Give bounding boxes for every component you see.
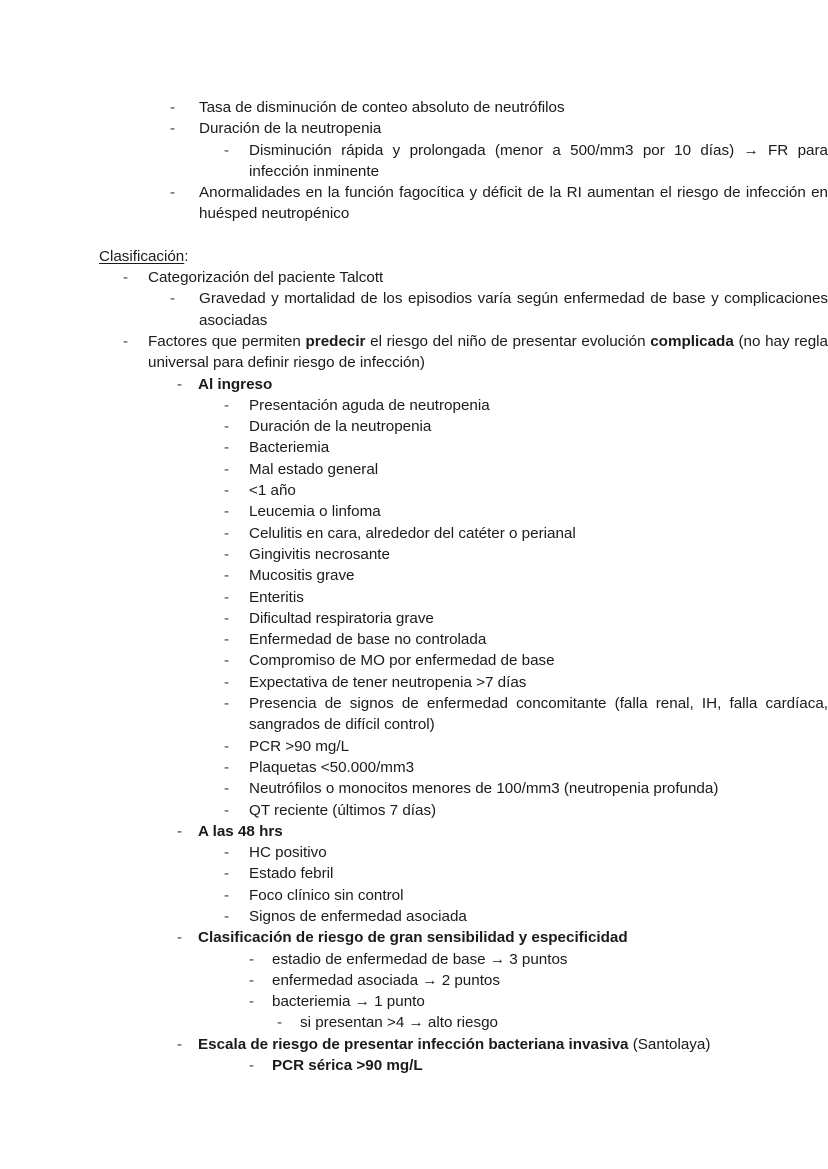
list-item-label: Gingivitis necrosante xyxy=(249,545,390,563)
emphasis-text: Escala de riesgo de presentar infección bacteriana invasiva xyxy=(198,1035,629,1053)
group-a-las-48-hrs xyxy=(0,821,828,927)
dash-bullet-icon: - xyxy=(177,375,183,393)
list-item xyxy=(0,949,828,970)
list-item-label: Categorización del paciente Talcott xyxy=(148,269,384,287)
list-item-label: PCR sérica >90 mg/L xyxy=(272,1057,423,1075)
dash-bullet-icon: - xyxy=(224,567,230,585)
list-item-label: Duración de la neutropenia xyxy=(199,120,382,138)
list-item-label: Presencia de signos de enfermedad concomitante (falla renal, IH, falla cardíaca, sangrados de difícil control) xyxy=(249,695,828,734)
dash-bullet-icon: - xyxy=(224,695,230,713)
dash-bullet-icon: - xyxy=(224,631,230,649)
dash-bullet-icon: - xyxy=(224,780,230,798)
dash-bullet-icon: - xyxy=(224,758,230,776)
plain-text: Factores que permiten xyxy=(148,332,306,350)
dash-bullet-icon: - xyxy=(170,99,176,116)
list-item-label: Neutrófilos o monocitos menores de 100/mm3 (neutropenia profunda) xyxy=(249,780,719,798)
list-item xyxy=(0,331,828,374)
group-title-row xyxy=(0,374,828,395)
dash-bullet-icon: - xyxy=(224,801,230,819)
dash-bullet-icon: - xyxy=(224,439,230,457)
dash-bullet-icon: - xyxy=(249,993,255,1011)
list-item-label: <1 año xyxy=(249,482,296,500)
dash-bullet-icon: - xyxy=(177,822,183,840)
list-item-label: Presentación aguda de neutropenia xyxy=(249,396,490,414)
section-gap xyxy=(0,225,828,246)
dash-bullet-icon: - xyxy=(123,269,129,287)
list-item xyxy=(0,991,828,1012)
list-item xyxy=(0,757,828,778)
dash-bullet-icon: - xyxy=(224,652,230,670)
section-heading-text: Clasificación xyxy=(99,247,185,265)
list-item-label: Expectativa de tener neutropenia >7 días xyxy=(249,673,527,691)
dash-bullet-icon: - xyxy=(224,141,230,159)
list-item-label: Compromiso de MO por enfermedad de base xyxy=(249,652,555,670)
list-item-label: PCR >90 mg/L xyxy=(249,737,350,755)
plain-text: el riesgo del niño de presentar evolución xyxy=(365,332,651,350)
continued-list xyxy=(0,97,828,225)
list-item-label: Anormalidades en la función fagocítica y déficit de la RI aumentan el riesgo de infección en huésped neutropénico xyxy=(199,184,828,223)
group-escala-riesgo xyxy=(0,1034,828,1077)
list-item-label: Dificultad respiratoria grave xyxy=(249,609,434,627)
dash-bullet-icon: - xyxy=(224,907,230,925)
dash-bullet-icon: - xyxy=(224,418,230,436)
group-al-ingreso xyxy=(0,374,828,821)
dash-bullet-icon: - xyxy=(249,971,255,989)
section-heading-colon: : xyxy=(184,247,189,265)
dash-bullet-icon: - xyxy=(177,1035,183,1053)
emphasis-text: predecir xyxy=(305,332,366,350)
emphasis-text: complicada xyxy=(650,332,734,350)
group-clasificacion-riesgo xyxy=(0,927,828,1033)
list-item xyxy=(0,608,828,629)
dash-bullet-icon: - xyxy=(224,524,230,542)
dash-bullet-icon: - xyxy=(170,290,176,308)
list-item xyxy=(0,480,828,501)
list-item-label: Leucemia o linfoma xyxy=(249,503,381,521)
list-item-label: Gravedad y mortalidad de los episodios varía según enfermedad de base y complicaciones asociadas xyxy=(199,290,828,329)
dash-bullet-icon: - xyxy=(224,545,230,563)
list-item xyxy=(0,1055,828,1076)
group-title: A las 48 hrs xyxy=(198,822,283,840)
list-item-label xyxy=(148,331,828,374)
group-title-row xyxy=(0,927,828,948)
dash-bullet-icon: - xyxy=(170,120,176,138)
dash-bullet-icon: - xyxy=(224,609,230,627)
list-item xyxy=(0,182,828,225)
list-item-label: Enteritis xyxy=(249,588,304,606)
clasificacion-list xyxy=(0,267,828,373)
list-item xyxy=(0,1012,828,1033)
list-item-label: Mal estado general xyxy=(249,460,379,478)
dash-bullet-icon: - xyxy=(224,482,230,500)
dash-bullet-icon: - xyxy=(224,844,230,862)
list-item-label: Duración de la neutropenia xyxy=(249,418,432,436)
group-title-row xyxy=(0,1034,828,1055)
dash-bullet-icon: - xyxy=(249,950,255,968)
list-item xyxy=(0,544,828,565)
list-item xyxy=(0,778,828,799)
plain-text: (Santolaya) xyxy=(628,1035,711,1053)
dash-bullet-icon: - xyxy=(277,1014,283,1032)
list-item xyxy=(0,842,828,863)
list-item xyxy=(0,459,828,480)
list-item-label: Enfermedad de base no controlada xyxy=(249,631,487,649)
list-item-label: Estado febril xyxy=(249,865,334,883)
dash-bullet-icon: - xyxy=(224,737,230,755)
group-title xyxy=(198,1034,828,1055)
list-item xyxy=(0,437,828,458)
list-item-label: HC positivo xyxy=(249,844,327,862)
list-item-label: Signos de enfermedad asociada xyxy=(249,907,467,925)
list-item-label: Foco clínico sin control xyxy=(249,886,404,904)
list-item xyxy=(0,118,828,139)
list-item-label: enfermedad asociada → 2 puntos xyxy=(272,971,500,989)
list-item-label: bacteriemia → 1 punto xyxy=(272,993,425,1011)
list-item xyxy=(0,672,828,693)
list-item xyxy=(0,650,828,671)
list-item xyxy=(0,736,828,757)
dash-bullet-icon: - xyxy=(224,886,230,904)
group-title: Al ingreso xyxy=(198,375,273,393)
list-item xyxy=(0,501,828,522)
section-heading-clasificacion xyxy=(99,246,828,267)
list-item xyxy=(0,288,828,331)
dash-bullet-icon: - xyxy=(123,332,129,350)
group-title: Clasificación de riesgo de gran sensibilidad y especificidad xyxy=(198,929,628,947)
list-item-label: Disminución rápida y prolongada (menor a 500/mm3 por 10 días) → FR para infección inminente xyxy=(249,141,828,180)
list-item-label: Bacteriemia xyxy=(249,439,330,457)
list-item-label: estadio de enfermedad de base → 3 puntos xyxy=(272,950,568,968)
dash-bullet-icon: - xyxy=(224,503,230,521)
list-item xyxy=(0,565,828,586)
list-item xyxy=(0,395,828,416)
list-item xyxy=(0,629,828,650)
list-item xyxy=(0,906,828,927)
plain-text: (no hay regla universal para definir riesgo de infección) xyxy=(148,332,828,372)
list-item xyxy=(0,970,828,991)
list-item-label: QT reciente (últimos 7 días) xyxy=(249,801,437,819)
dash-bullet-icon: - xyxy=(249,1057,255,1075)
dash-bullet-icon: - xyxy=(177,929,183,947)
list-item-label: Tasa de disminución de conteo absoluto de neutrófilos xyxy=(199,99,565,116)
dash-bullet-icon: - xyxy=(224,865,230,883)
list-item-label: si presentan >4 → alto riesgo xyxy=(300,1014,498,1032)
dash-bullet-icon: - xyxy=(170,184,176,202)
list-item xyxy=(0,800,828,821)
dash-bullet-icon: - xyxy=(224,460,230,478)
list-item xyxy=(0,885,828,906)
list-item xyxy=(0,863,828,884)
group-title-row xyxy=(0,821,828,842)
dash-bullet-icon: - xyxy=(224,588,230,606)
list-item xyxy=(0,416,828,437)
top-margin-spacer xyxy=(0,0,828,97)
list-item xyxy=(0,523,828,544)
dash-bullet-icon: - xyxy=(224,673,230,691)
list-item xyxy=(0,587,828,608)
list-item xyxy=(0,693,828,736)
list-item-label: Mucositis grave xyxy=(249,567,355,585)
list-item xyxy=(0,140,828,183)
dash-bullet-icon: - xyxy=(224,396,230,414)
list-item xyxy=(0,267,828,288)
list-item xyxy=(0,97,828,118)
list-item-label: Plaquetas <50.000/mm3 xyxy=(249,758,415,776)
list-item-label: Celulitis en cara, alrededor del catéter o perianal xyxy=(249,524,576,542)
